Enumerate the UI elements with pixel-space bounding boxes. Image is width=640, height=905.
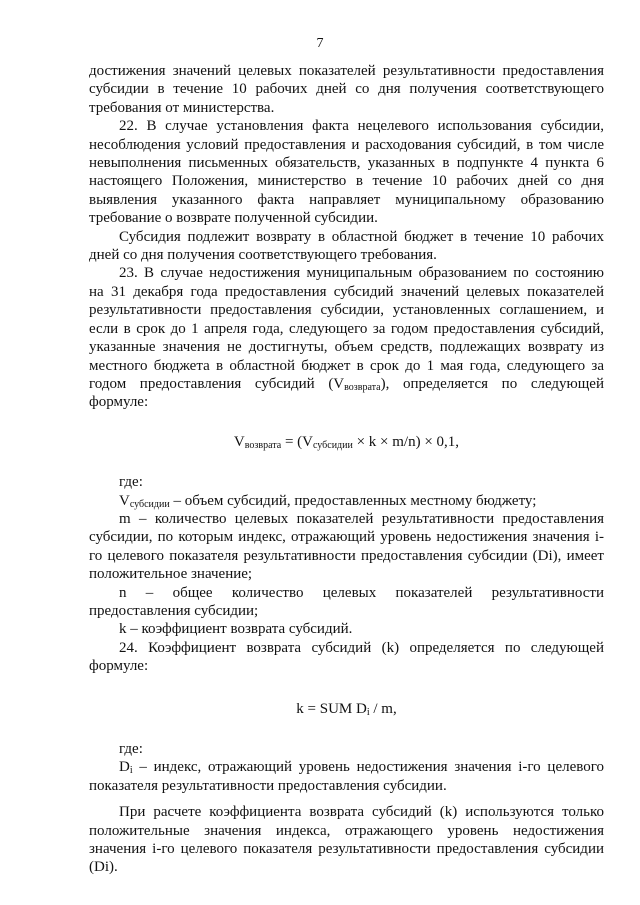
def-v-text: – объем субсидий, предоставленных местному бюджету; bbox=[169, 492, 537, 509]
page-number: 7 bbox=[316, 36, 324, 51]
formula-refund-volume bbox=[89, 433, 604, 451]
paragraph-23 bbox=[89, 264, 604, 411]
paragraph-22: 22. В случае установления факта нецелевого использования субсидии, несоблюдения условий предоставления и расходования субсидий, в том числе невыполнения письменных обязательств, указанных в подпункте 4 пункта 6 настоящего Положения, министерство в течение 10 рабочих дней со дня выявления указанного факта направляет муниципальному образованию требование о возврате полученной субсидии. bbox=[89, 118, 604, 227]
formula1-rest: × k × m/n) × 0,1, bbox=[352, 433, 460, 450]
where-label-1: где: bbox=[119, 474, 143, 491]
formula2-sub: i bbox=[366, 706, 370, 718]
def-v-letter: V bbox=[119, 492, 130, 509]
definition-d bbox=[89, 758, 604, 795]
def-v-sub: субсидии bbox=[129, 498, 170, 510]
paragraph-23-text: 23. В случае недостижения муниципальным образованием по состоянию на 31 декабря года предоставления субсидий значений целевых показателей результативности предоставления субсидии, установленных соглашением, и если в срок до 1 апреля года, следующего за годом предоставления субсидий, указанные значения не достигнуты, объем средств, подлежащих возврату из местного бюджета в областной бюджет в срок до 1 мая года, следующего за годом предоставления субсидий (V bbox=[89, 265, 604, 392]
formula1-vsub-sub: субсидии bbox=[313, 439, 353, 451]
def-d-sub: i bbox=[129, 765, 133, 777]
definition-m: m – количество целевых показателей результативности предоставления субсидии, по которым индекс, отражающий уровень недостижения значения i-го целевого показателя результативности предоставления субсидии (Di), имеет положительное значение; bbox=[89, 510, 604, 583]
paragraph-24: 24. Коэффициент возврата субсидий (k) определяется по следующей формуле: bbox=[89, 639, 604, 675]
def-d-text: – индекс, отражающий уровень недостижения значения i-го целевого показателя результативности предоставления субсидии. bbox=[89, 759, 604, 794]
definition-v-subsidii bbox=[89, 492, 604, 510]
formula1-eq: = (V bbox=[281, 433, 313, 450]
formula2-rest: / m, bbox=[369, 700, 397, 717]
paragraph-final: При расчете коэффициента возврата субсидий (k) используются только положительные значения индекса, отражающего уровень недостижения значения i-го целевого показателя результативности предоставления субсидии (Di). bbox=[89, 804, 604, 876]
formula-coefficient bbox=[89, 700, 604, 718]
document-body bbox=[89, 62, 604, 877]
paragraph-refund: Субсидия подлежит возврату в областной бюджет в течение 10 рабочих дней со дня получения соответствующего требования. bbox=[89, 228, 604, 264]
subscript-vozvrata: возврата bbox=[344, 381, 381, 393]
def-d-letter: D bbox=[119, 759, 130, 776]
paragraph-continuation: достижения значений целевых показателей результативности предоставления субсидии в течение 10 рабочих дней со дня получения соответствующего требования от министерства. bbox=[89, 63, 604, 116]
formula2-main: k = SUM D bbox=[296, 700, 367, 717]
formula1-v-sub: возврата bbox=[244, 439, 282, 451]
where-label-2: где: bbox=[119, 741, 143, 757]
formula1-v: V bbox=[233, 433, 245, 450]
definition-k: k – коэффициент возврата субсидий. bbox=[119, 621, 353, 638]
paragraph-23-end: ), определяется по следующей формуле: bbox=[89, 375, 604, 411]
definition-n: n – общее количество целевых показателей результативности предоставления субсидии; bbox=[89, 584, 604, 619]
